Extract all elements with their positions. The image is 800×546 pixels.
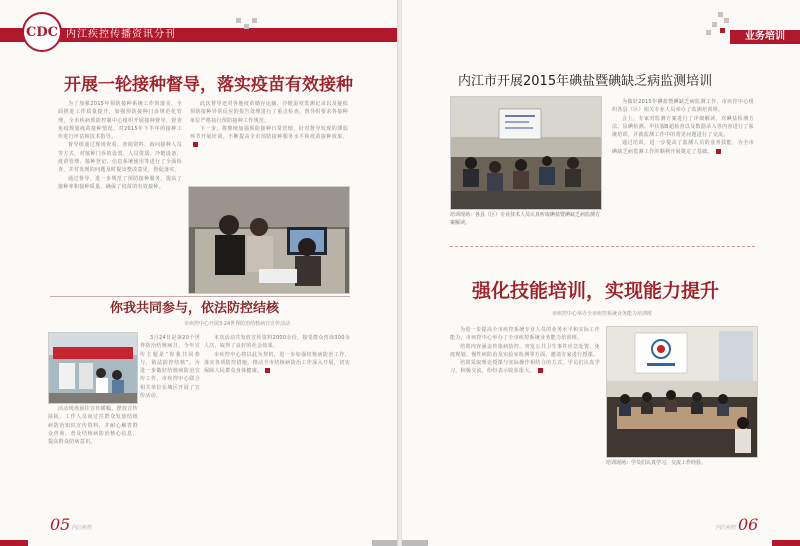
photo-caption: 培训现场：学员们认真学习，交流工作经验。 <box>606 460 707 466</box>
article-body: 为了加强2015年预防接种系统工作的落实，全面推进工作质量提升，加强预防接种门诊规范化管理，全市疾病预防控制中心组织开展接种督导，督查免疫规划疫苗接种情况，对2015年下半年的接种工作进行评估和技术指导。 督导组通过现场查看、查阅资料、询问接种人员等方式，对接种门诊的设置、人员资质、冷链设备、疫苗管理、接种登记、信息系统使用等进行了全面检查，并对发现的问题及时提出整改意见，督促落实。 通过督导，进一步规范了预防接种服务，提高了接种率和接种质量，确保了疫苗的有效接种。 <box>58 101 182 190</box>
right-page <box>402 0 800 546</box>
page-number: 05 <box>50 515 71 534</box>
deco-square <box>712 22 717 27</box>
article-title: 你我共同参与，依法防控结核 <box>110 301 280 316</box>
footer-label: 内江疾控 <box>72 525 93 531</box>
section-divider <box>450 246 755 247</box>
deco-square <box>706 30 711 35</box>
end-mark <box>265 368 270 373</box>
deco-square <box>720 28 725 33</box>
footer-bar <box>402 540 428 546</box>
article-body-right: 此次督导还对各地疫苗储存运输、冷链温度监测记录以及疑似预防接种异常反应的报告处理进行了重点检查。督导组要求各接种单位严格执行预防接种工作规范。 下一步，将继续加强预防接种日常管理，针对督导发现的薄弱环节开展培训，不断提高全市预防接种服务水平和疫苗接种效果。 <box>190 100 348 182</box>
footer-bar <box>772 540 800 546</box>
footer-bar <box>0 540 28 546</box>
article-title: 内江市开展2015年碘盐暨碘缺乏病监测培训 <box>458 74 713 89</box>
magazine-logo: CDC <box>22 12 62 52</box>
tb-day-photo <box>48 332 138 404</box>
article-subtitle: 市疾控中心开展3·24世界防治结核病日宣传活动 <box>184 321 291 327</box>
article-body-right: 本次活动共发放宣传资料2000余份，接受群众咨询300余人次，取得了良好的社会效果。 市疾控中心将以此为契机，进一步加强结核病防治工作，落实各项防控措施，推动全市结核病防治工作深入开展，切实保障人民群众身体健康。 <box>204 335 350 375</box>
end-mark <box>538 368 543 373</box>
deco-square <box>244 24 249 29</box>
deco-square <box>252 18 257 23</box>
article-subtitle: 市疾控中心举办全市疾控系统业务能力培训班 <box>552 311 653 317</box>
footer-label: 内江疾控 <box>716 525 737 531</box>
deco-square <box>718 12 723 17</box>
footer-bar <box>372 540 398 546</box>
article-body: 为做好2015年碘盐暨碘缺乏病监测工作，市疾控中心组织各县（区）相关专业人员举办了监测培训班。 会上，专家对监测方案进行了详细解读，对碘盐检测方法、尿碘检测、甲状腺B超检查以及数据录入等内容进行了系统培训，并就监测工作中的常见问题进行了交流。 通过培训，进一步提高了监测人员的业务技能，为全市碘缺乏病监测工作的顺利开展奠定了基础。 <box>612 99 754 155</box>
end-mark <box>193 142 198 147</box>
magazine-name: 内江疾控传播资讯分刊 <box>66 29 176 40</box>
page-number: 06 <box>738 515 759 534</box>
photo-caption: 培训现场：各县（区）专业技术人员认真听取碘盐暨碘缺乏病监测方案解读。 <box>450 212 601 226</box>
left-page <box>0 0 398 546</box>
article-title: 强化技能培训，实现能力提升 <box>472 280 720 302</box>
article-title: 开展一轮接种督导，落实疫苗有效接种 <box>64 75 353 95</box>
section-tag: 业务培训 <box>730 30 800 44</box>
classroom-photo <box>606 326 758 458</box>
article-body: 活动现场悬挂宣传横幅、摆放宣传展板，工作人员向过往群众发放结核病防治知识宣传资料，并耐心解答群众咨询，普及结核病防治核心信息，提高群众防病意识。 <box>48 406 138 446</box>
end-mark <box>716 149 721 154</box>
article-body: 为进一步提高全市疾控系统专业人员的业务水平和实际工作能力，市疾控中心举办了全市疾控系统业务能力培训班。 培训内容涵盖传染病防控、突发公共卫生事件应急处置、免疫规划、慢性病防治及实验室检测等方面，邀请专家进行授课。 培训采取理论授课与实际操作相结合的方式，学员们认真学习，积极交流，纷纷表示收获很大。 <box>450 327 600 375</box>
article-body: 3月24日是第20个世界防治结核病日，今年宣传主题是“你我共同参与，依法防控结核”。为进一步做好结核病防治宣传工作，市疾控中心联合相关单位在城区开展了宣传活动。 <box>140 335 200 400</box>
supervision-photo <box>188 186 350 294</box>
training-photo <box>450 96 602 210</box>
deco-square <box>724 18 729 23</box>
deco-square <box>236 18 241 23</box>
